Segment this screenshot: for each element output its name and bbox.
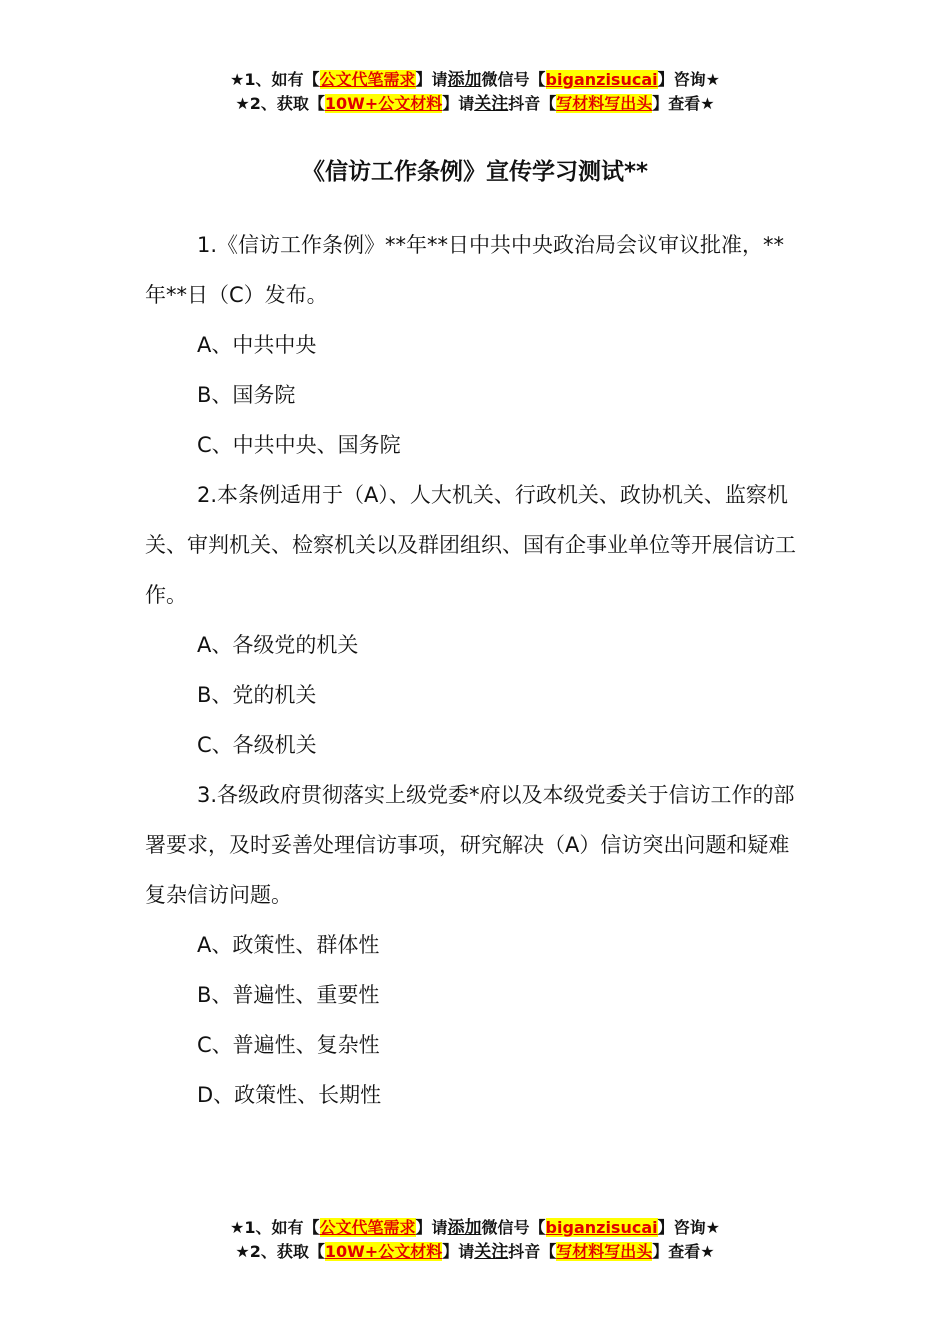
- question-1: 1.《信访工作条例》**年**日中共中央政治局会议审议批准，**年**日（C）发布。: [145, 233, 785, 307]
- promo-text: 】咨询★: [657, 1218, 720, 1237]
- promo-line-2: [0, 1240, 950, 1264]
- option-3a: A、政策性、群体性: [197, 933, 380, 957]
- promo-highlight: 写材料写出头: [556, 94, 653, 113]
- option-1c: C、中共中央、国务院: [197, 433, 401, 457]
- question-2: 2.本条例适用于（A）、人大机关、行政机关、政协机关、监察机关、审判机关、检察机关以及群团组织、国有企事业单位等开展信访工作。: [145, 483, 796, 607]
- promo-text: 微信号【: [481, 1218, 546, 1237]
- promo-text: 】查看★: [652, 1242, 715, 1261]
- option-2a: A、各级党的机关: [197, 633, 359, 657]
- promo-text: ★1、如有【: [230, 1218, 320, 1237]
- promo-highlight: biganzisucai: [545, 70, 658, 89]
- promo-text: 抖音【: [508, 1242, 557, 1261]
- question-3: 3.各级政府贯彻落实上级党委*府以及本级党委关于信访工作的部署要求，及时妥善处理信访事项，研究解决（A）信访突出问题和疑难复杂信访问题。: [145, 783, 795, 907]
- promo-text: 微信号【: [481, 70, 546, 89]
- promo-text: 】请: [442, 94, 475, 113]
- promo-underline: 关注: [474, 94, 509, 114]
- promo-text: 】请: [415, 70, 448, 89]
- promo-text: ★1、如有【: [230, 70, 320, 89]
- promo-text: 】查看★: [652, 94, 715, 113]
- promo-text: ★2、获取【: [235, 94, 325, 113]
- promo-text: 抖音【: [508, 94, 557, 113]
- promo-highlight: 公文代笔需求: [319, 70, 416, 89]
- option-3d: D、政策性、长期性: [197, 1083, 382, 1107]
- page-title: 《信访工作条例》宣传学习测试**: [301, 159, 649, 185]
- option-2c: C、各级机关: [197, 733, 317, 757]
- option-3b: B、普遍性、重要性: [197, 983, 380, 1007]
- promo-highlight: 写材料写出头: [556, 1242, 653, 1261]
- option-1a: A、中共中央: [197, 333, 317, 357]
- promo-line-1: [0, 1216, 950, 1240]
- bottom-promo-banner: [0, 1216, 950, 1264]
- promo-text: ★2、获取【: [235, 1242, 325, 1261]
- option-1b: B、国务院: [197, 383, 296, 407]
- promo-text: 】请: [442, 1242, 475, 1261]
- promo-underline: 添加: [447, 1218, 482, 1238]
- promo-underline: 添加: [447, 70, 482, 90]
- option-3c: C、普遍性、复杂性: [197, 1033, 380, 1057]
- promo-highlight: biganzisucai: [545, 1218, 658, 1237]
- promo-text: 】请: [415, 1218, 448, 1237]
- promo-text: 】咨询★: [657, 70, 720, 89]
- promo-line-2: [0, 92, 950, 116]
- promo-highlight: 10W+公文材料: [324, 1242, 443, 1261]
- promo-highlight: 10W+公文材料: [324, 94, 443, 113]
- promo-line-1: [0, 68, 950, 92]
- question-list: [145, 220, 800, 1120]
- option-2b: B、党的机关: [197, 683, 317, 707]
- promo-highlight: 公文代笔需求: [319, 1218, 416, 1237]
- promo-underline: 关注: [474, 1242, 509, 1262]
- top-promo-banner: [0, 68, 950, 116]
